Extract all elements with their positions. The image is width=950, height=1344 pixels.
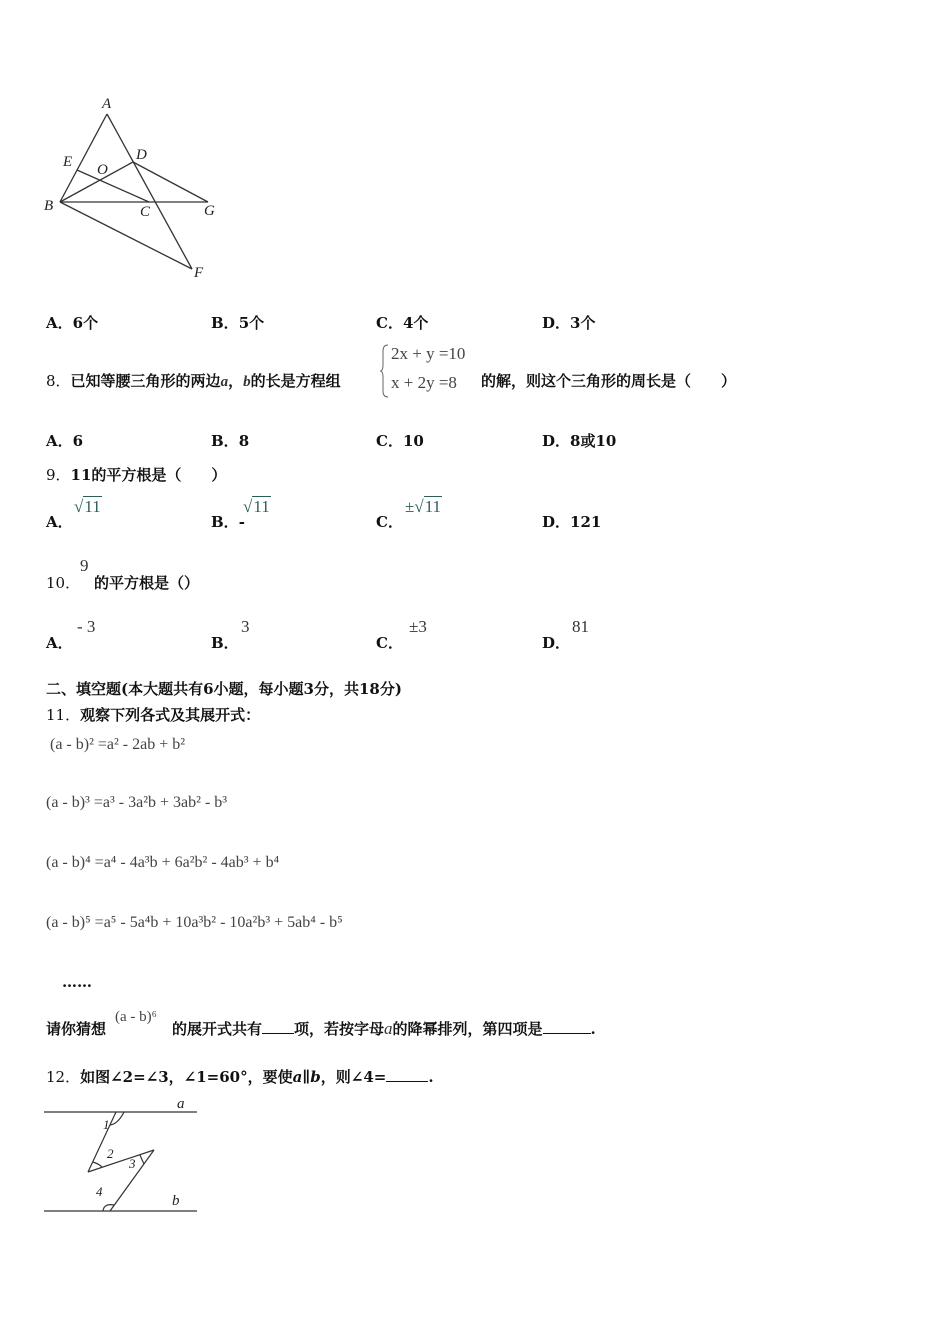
q11-ellipsis: …… (62, 973, 92, 991)
q8-stem-left: 8．已知等腰三角形的两边a，b的长是方程组 (46, 372, 341, 390)
q8-option-d: D．8或10 (542, 432, 617, 450)
q10-option-a-letter: A． (46, 634, 73, 652)
q11-expansion-line-4: (a - b)⁵ =a⁵ - 5a⁴b + 10a³b² - 10a²b³ + 5ab⁴ - b⁵ (46, 914, 343, 931)
label-line-b: b (172, 1193, 180, 1209)
section-title: 二、填空题(本大题共有6小题，每小题3分，共18分) (46, 680, 402, 698)
q10-nine: 9 (80, 556, 89, 575)
q9-option-b-value: √11 (243, 497, 270, 516)
q9-option-c-letter: C． (376, 513, 403, 531)
segment-ec (77, 170, 149, 202)
q9-option-d: D．121 (542, 513, 602, 531)
q11-blank-term[interactable] (543, 1019, 591, 1034)
label-a: A (102, 96, 112, 112)
q9-option-c-value: ±√11 (405, 497, 442, 516)
q10-option-b-value: 3 (241, 617, 250, 636)
segment-bf (60, 202, 192, 269)
q12-stem: 12．如图∠2=∠3，∠1=60°，要使a∥b，则∠4= . (46, 1068, 434, 1086)
label-d: D (136, 147, 147, 163)
q10-option-d-letter: D． (542, 634, 571, 652)
q10-stem: 的平方根是（） (94, 574, 200, 592)
angle-arc-2 (93, 1162, 102, 1167)
q7-option-b: B．5个 (211, 314, 265, 332)
label-angle-2: 2 (107, 1146, 114, 1161)
q9-option-b-letter: B．- (211, 513, 245, 531)
label-b: B (44, 198, 54, 214)
angle-arc-3 (140, 1155, 144, 1164)
q9-stem: 9．11的平方根是（ ） (46, 466, 227, 484)
q9-option-a-letter: A． (46, 513, 73, 531)
q8-brace-icon (380, 343, 390, 399)
q11-blank-count[interactable] (262, 1019, 294, 1034)
q7-option-c: C．4个 (376, 314, 429, 332)
q9-option-a-value: √11 (74, 497, 101, 516)
q11-stem: 11．观察下列各式及其展开式： (46, 706, 261, 724)
q11-expansion-line-2: (a - b)³ =a³ - 3a²b + 3ab² - b³ (46, 794, 228, 811)
q8-equation-1: 2x + y =10 (391, 344, 466, 363)
q11-guess-text: 的展开式共有 项，若按字母a的降幂排列，第四项是 . (172, 1019, 596, 1038)
q8-option-c: C．10 (376, 432, 424, 450)
label-e: E (63, 154, 73, 170)
segment-2 (88, 1150, 154, 1172)
q8-stem-right: 的解，则这个三角形的周长是（ ） (481, 372, 737, 390)
q8-option-b: B．8 (211, 432, 250, 450)
parallel-lines-figure (44, 1092, 204, 1217)
triangle-figure (40, 92, 240, 287)
q8-equation-2: x + 2y =8 (391, 373, 457, 392)
label-f: F (194, 265, 204, 281)
q7-option-d: D．3个 (542, 314, 596, 332)
label-line-a: a (177, 1096, 185, 1112)
q8-option-a: A．6 (46, 432, 84, 450)
q10-option-d-value: 81 (572, 617, 589, 636)
segment-af (107, 114, 192, 269)
label-angle-1: 1 (103, 1117, 110, 1132)
q11-guess-label: 请你猜想 (46, 1020, 107, 1038)
q10-option-a-value: - 3 (77, 617, 96, 636)
segment-1 (88, 1112, 116, 1172)
q10-option-b-letter: B． (211, 634, 239, 652)
q11-expansion-line-1: (a - b)² =a² - 2ab + b² (50, 736, 186, 753)
q11-guess-expression: (a - b)⁶ (115, 1009, 157, 1025)
label-g: G (204, 203, 215, 219)
label-angle-4: 4 (96, 1184, 103, 1199)
q11-expansion-line-3: (a - b)⁴ =a⁴ - 4a³b + 6a²b² - 4ab³ + b⁴ (46, 854, 280, 871)
q10-option-c-letter: C． (376, 634, 403, 652)
q10-option-c-value: ±3 (409, 617, 427, 636)
q10-number: 10． (46, 574, 81, 592)
label-angle-3: 3 (129, 1156, 136, 1171)
label-c: C (140, 204, 151, 220)
angle-arc-1 (110, 1112, 124, 1125)
q12-blank-angle[interactable] (386, 1067, 428, 1082)
q7-option-a: A．6个 (46, 314, 99, 332)
label-o: O (97, 162, 108, 178)
